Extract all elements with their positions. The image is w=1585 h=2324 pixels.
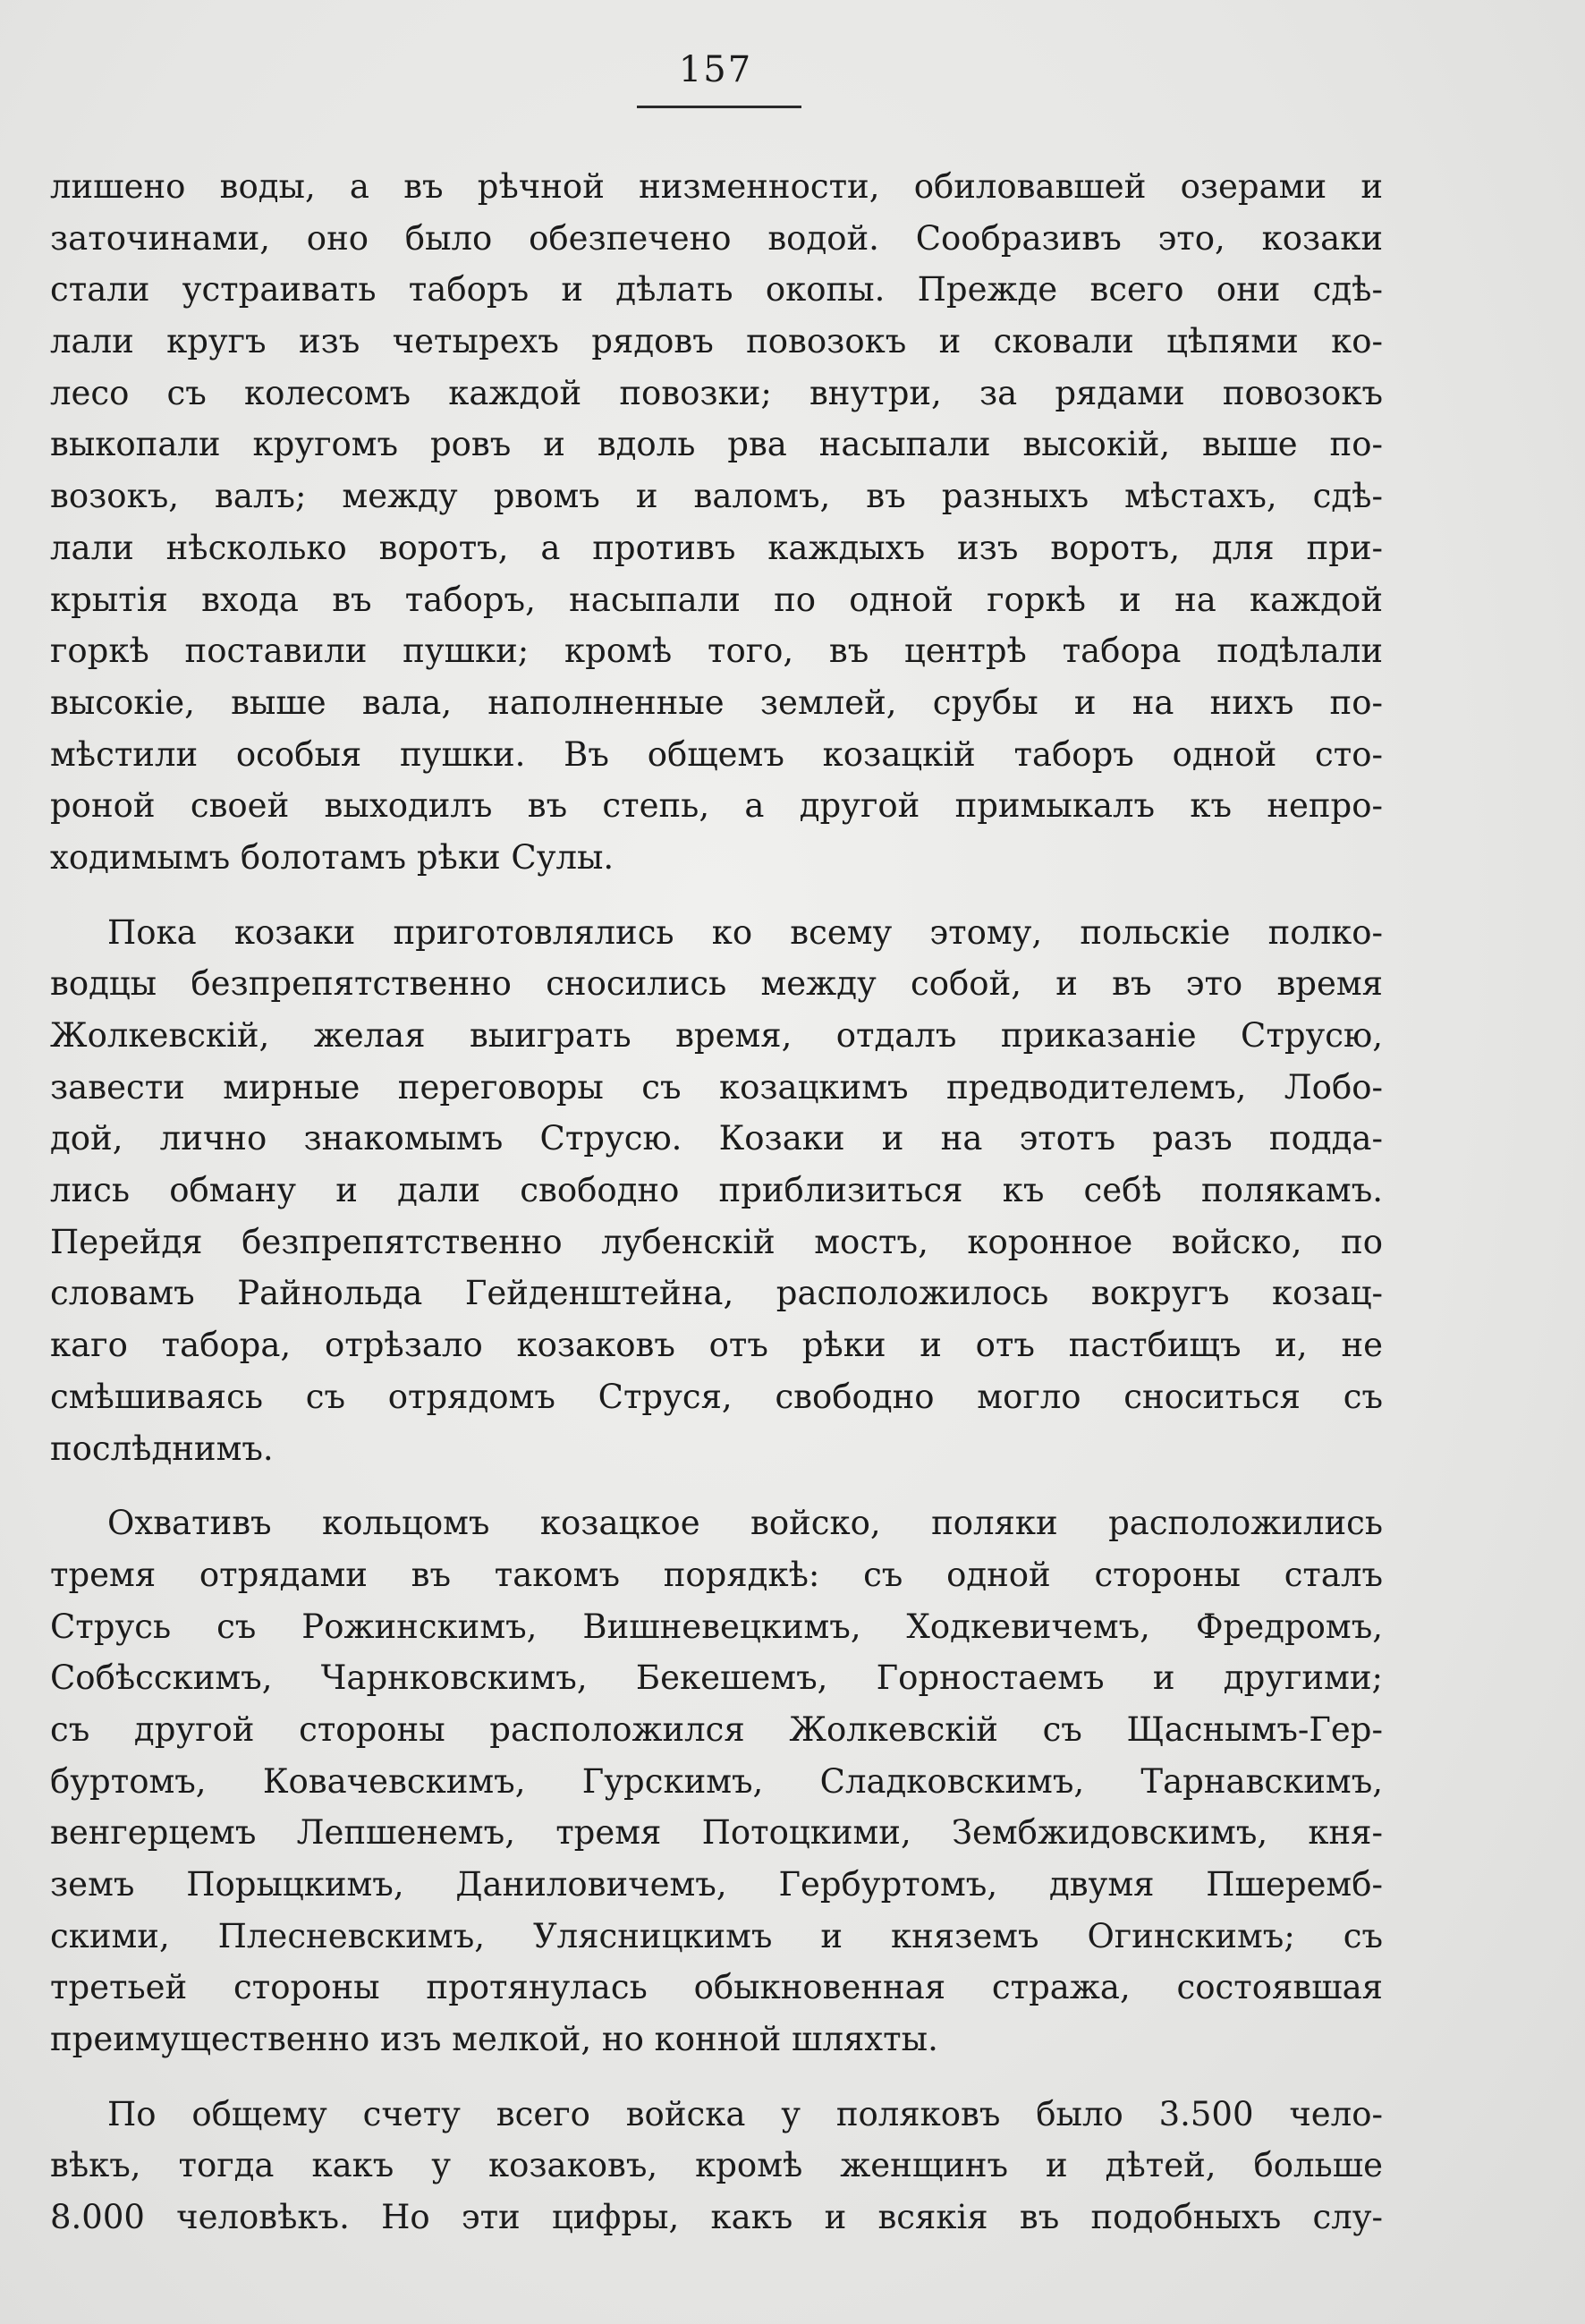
text-line: крытія входа въ таборъ, насыпали по одной горкѣ и на каждой — [50, 580, 1383, 619]
text-line: лесо съ колесомъ каждой повозки; внутри, за рядами повозокъ — [50, 373, 1383, 412]
text-line: земъ Порыцкимъ, Даниловичемъ, Гербуртомъ, двумя Пшеремб- — [50, 1865, 1383, 1904]
text-line: преимущественно изъ мелкой, но конной шляхты. — [50, 2020, 938, 2059]
text-line: водцы безпрепятственно сносились между собой, и въ это время — [50, 964, 1383, 1004]
text-line: заточинами, оно было обезпечено водой. Сообразивъ это, козаки — [50, 218, 1383, 258]
text-line: словамъ Райнольда Гейденштейна, расположилось вокругъ козац- — [50, 1274, 1383, 1313]
paragraph-gap — [50, 884, 1383, 907]
text-line: вѣкъ, тогда какъ у козаковъ, кромѣ женщинъ и дѣтей, больше — [50, 2146, 1383, 2185]
page-number: 157 — [678, 49, 753, 90]
text-line: стали устраивать таборъ и дѣлать окопы. Прежде всего они сдѣ- — [50, 270, 1383, 310]
page-number-rule — [637, 106, 801, 108]
paragraph-4 — [50, 2089, 1383, 2243]
text-line: высокіе, выше вала, наполненные землей, срубы и на нихъ по- — [50, 683, 1383, 722]
text-line: Охвативъ кольцомъ козацкое войско, поляки расположились — [107, 1504, 1383, 1543]
text-line: тремя отрядами въ такомъ порядкѣ: съ одной стороны сталъ — [50, 1555, 1383, 1594]
text-line: лали нѣсколько воротъ, а противъ каждыхъ изъ воротъ, для при- — [50, 528, 1383, 567]
text-line: Струсь съ Рожинскимъ, Вишневецкимъ, Ходкевичемъ, Фредромъ, — [50, 1607, 1383, 1646]
paragraph-gap — [50, 2065, 1383, 2089]
text-line: венгерцемъ Лепшенемъ, тремя Потоцкими, Зембжидовскимъ, кня- — [50, 1813, 1383, 1853]
text-line: мѣстили особыя пушки. Въ общемъ козацкій таборъ одной сто- — [50, 734, 1383, 774]
text-line: Жолкевскій, желая выиграть время, отдалъ приказаніе Струсю, — [50, 1016, 1383, 1055]
paragraph-2 — [50, 907, 1383, 1475]
text-line: роной своей выходилъ въ степь, а другой примыкалъ къ непро- — [50, 786, 1383, 826]
text-line: смѣшиваясь съ отрядомъ Струся, свободно могло сноситься съ — [50, 1377, 1383, 1416]
text-line: горкѣ поставили пушки; кромѣ того, въ центрѣ табора подѣлали — [50, 632, 1383, 671]
text-line: лись обману и дали свободно приблизиться къ себѣ полякамъ. — [50, 1171, 1383, 1210]
text-line: Перейдя безпрепятственно лубенскій мостъ, коронное войско, по — [50, 1222, 1383, 1261]
paragraph-1 — [50, 161, 1383, 884]
text-line: третьей стороны протянулась обыкновенная стража, состоявшая — [50, 1968, 1383, 2007]
text-line: Пока козаки приготовлялись ко всему этому, польскіе полко- — [107, 912, 1383, 952]
text-line: скими, Плесневскимъ, Улясницкимъ и княземъ Огинскимъ; съ — [50, 1916, 1383, 1955]
text-line: лали кругъ изъ четырехъ рядовъ повозокъ и сковали цѣпями ко- — [50, 322, 1383, 361]
text-line: ходимымъ болотамъ рѣки Сулы. — [50, 837, 615, 877]
text-line: По общему счету всего войска у поляковъ было 3.500 чело- — [107, 2094, 1383, 2133]
text-line: дой, лично знакомымъ Струсю. Козаки и на этотъ разъ подда- — [50, 1119, 1383, 1158]
paragraph-3 — [50, 1497, 1383, 2065]
text-line: выкопали кругомъ ровъ и вдоль рва насыпали высокій, выше по- — [50, 425, 1383, 464]
text-line: каго табора, отрѣзало козаковъ отъ рѣки и отъ пастбищъ и, не — [50, 1326, 1383, 1365]
text-line: съ другой стороны расположился Жолкевскій съ Щаснымъ-Гер- — [50, 1709, 1383, 1749]
paragraph-gap — [50, 1474, 1383, 1497]
text-line: послѣднимъ. — [50, 1429, 274, 1468]
text-line: Собѣсскимъ, Чарнковскимъ, Бекешемъ, Горностаемъ и другими; — [50, 1658, 1383, 1698]
text-line: лишено воды, а въ рѣчной низменности, обиловавшей озерами и — [50, 167, 1383, 206]
text-line: 8.000 человѣкъ. Но эти цифры, какъ и всякія въ подобныхъ слу- — [50, 2198, 1383, 2237]
text-line: буртомъ, Ковачевскимъ, Гурскимъ, Сладковскимъ, Тарнавскимъ, — [50, 1761, 1383, 1801]
body-text — [50, 161, 1383, 2243]
text-line: завести мирные переговоры съ козацкимъ предводителемъ, Лобо- — [50, 1067, 1383, 1107]
text-line: возокъ, валъ; между рвомъ и валомъ, въ разныхъ мѣстахъ, сдѣ- — [50, 477, 1383, 516]
